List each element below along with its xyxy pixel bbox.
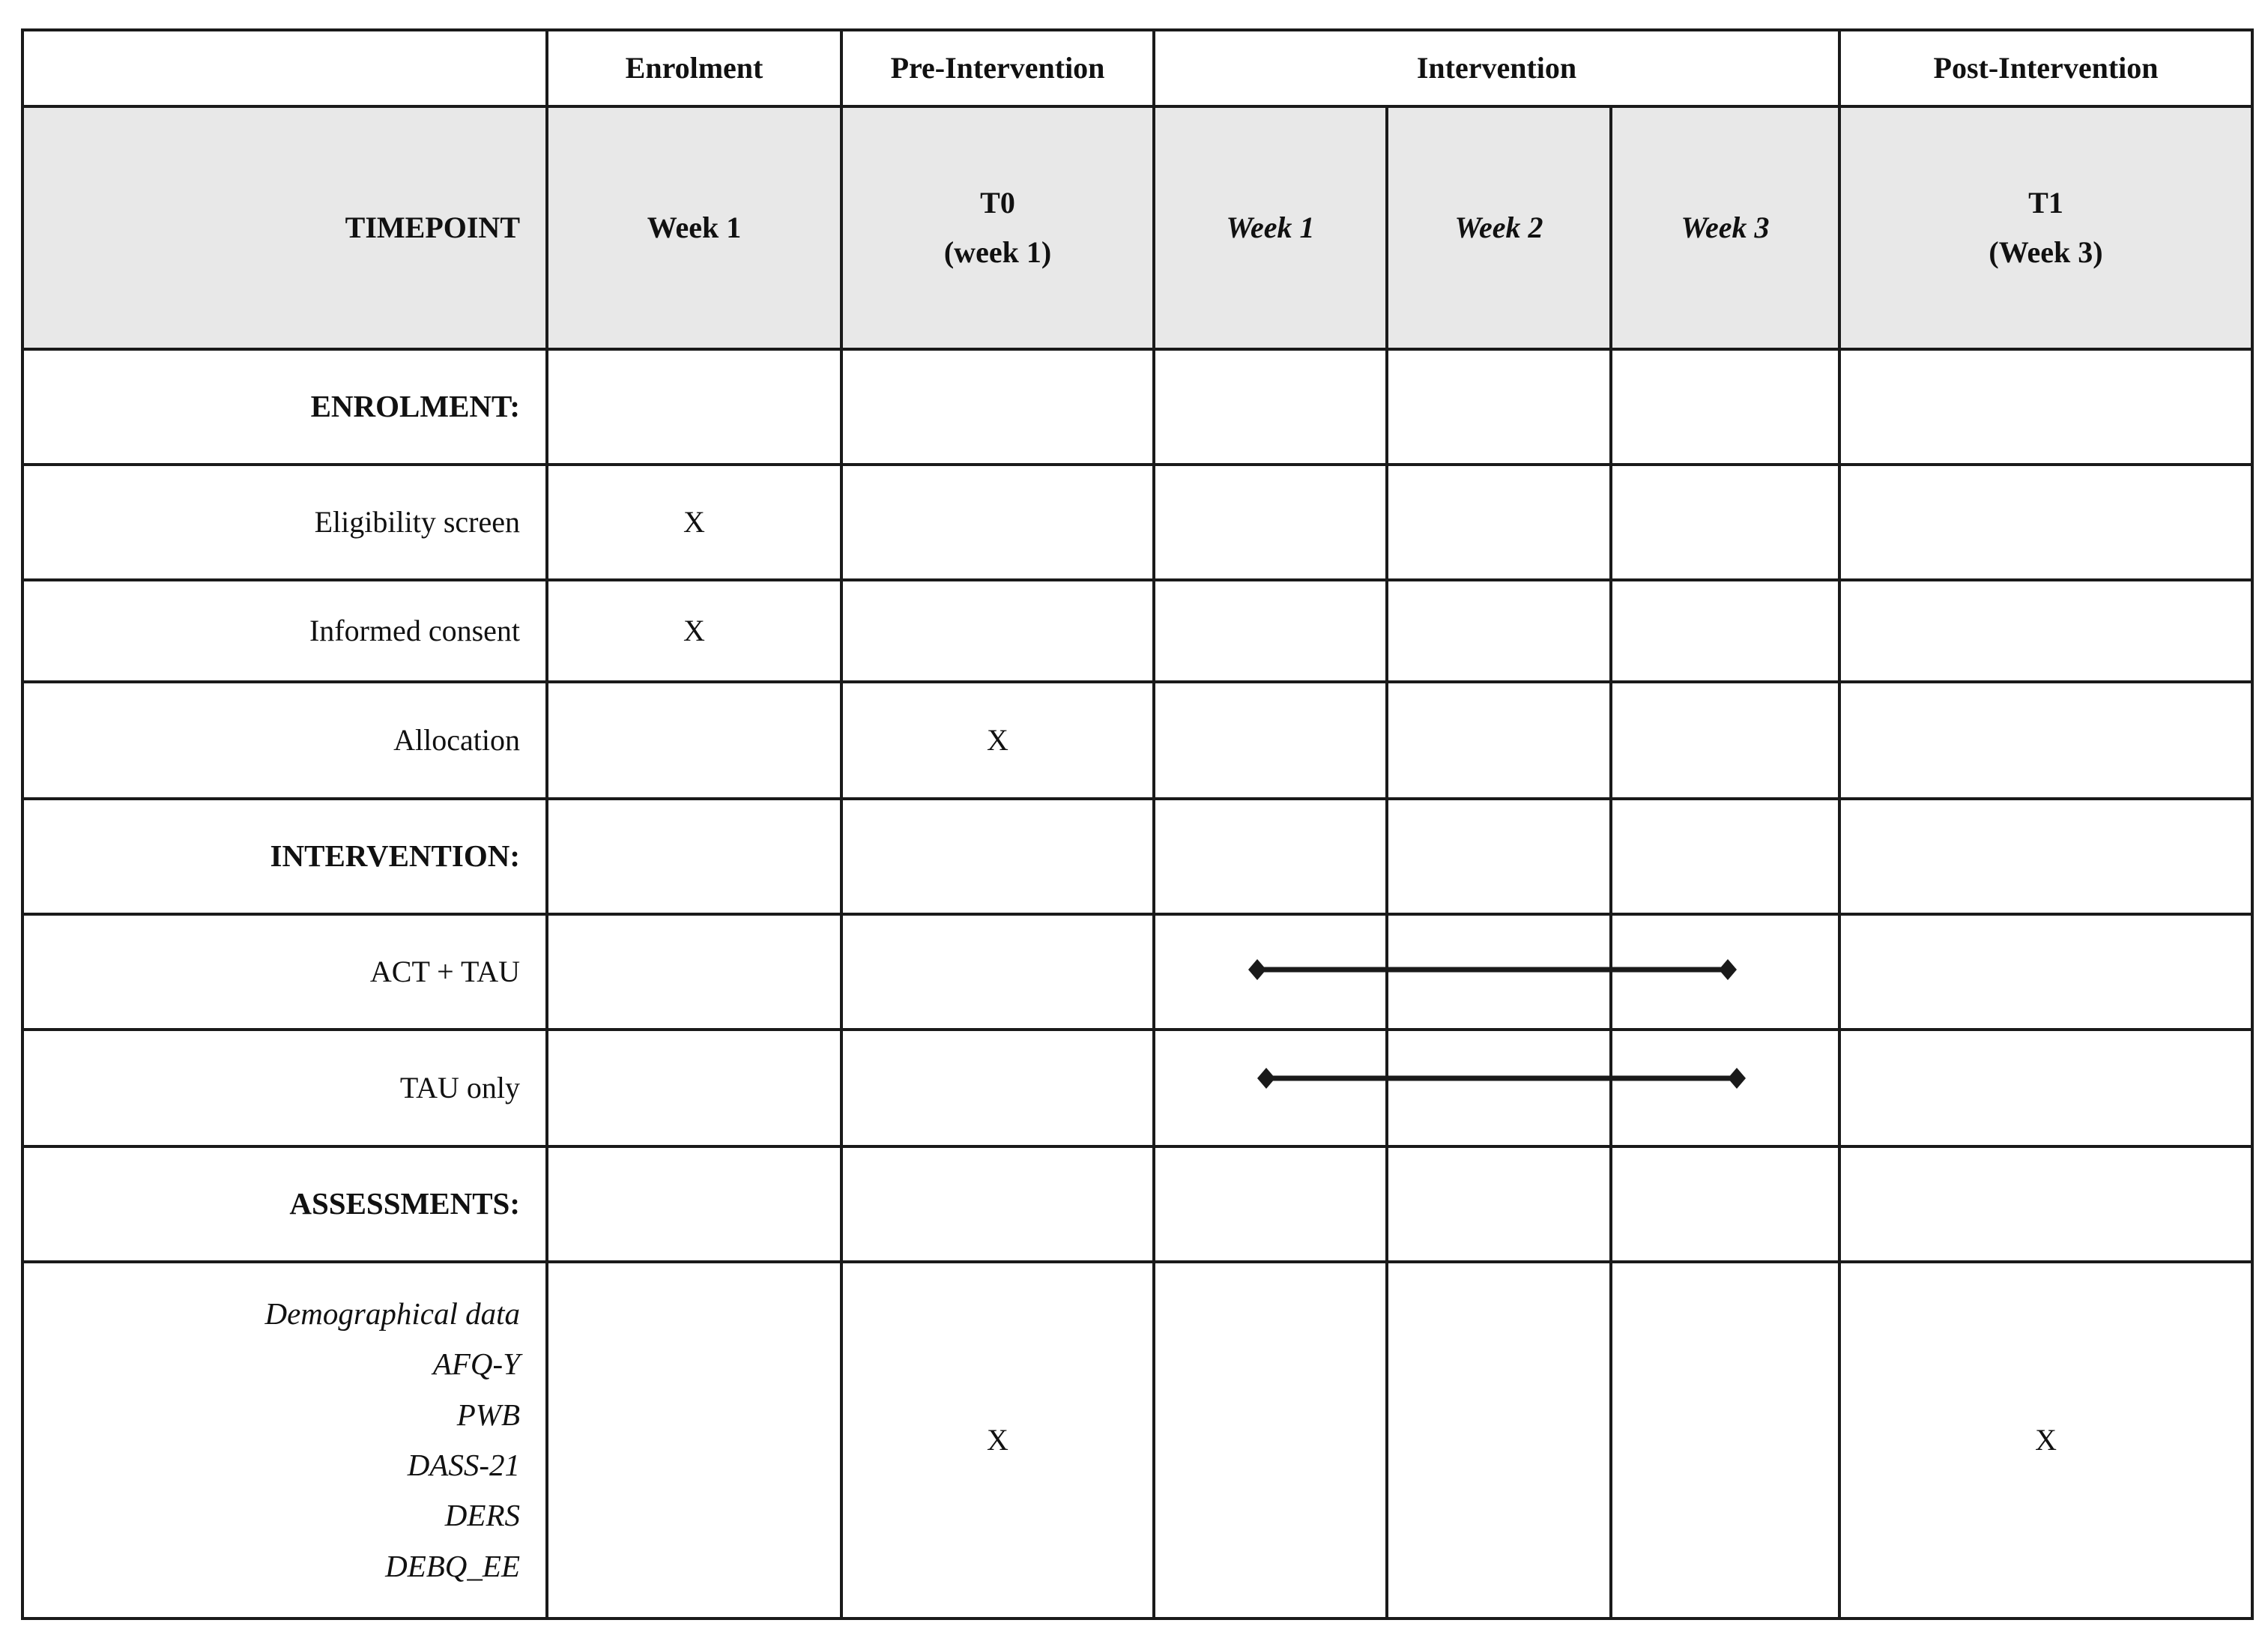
enrolment-section-row [22,349,2252,465]
assessment-item: DERS [444,1498,520,1533]
assessment-list [24,1294,520,1586]
t0-label: T0 [980,186,1015,220]
assessment-item: AFQ-Y [432,1347,520,1382]
phase-intervention: Intervention [1154,30,1839,106]
intervention-section-row [22,799,2252,914]
phase-enrolment: Enrolment [547,30,841,106]
timepoint-t1 [1839,106,2252,349]
assessments-section-label: ASSESSMENTS: [22,1146,547,1262]
tau-only-row [22,1030,2252,1146]
eligibility-row [22,465,2252,580]
assessments-section-row [22,1146,2252,1262]
phase-header-row [22,30,2252,106]
allocation-label: Allocation [22,682,547,799]
intervention-section-label: INTERVENTION: [22,799,547,914]
t1-label: T1 [2028,186,2063,220]
timepoint-week-2: Week 2 [1387,106,1611,349]
allocation-row [22,682,2252,799]
timepoint-t0 [841,106,1154,349]
assessment-item: DASS-21 [407,1448,520,1482]
corner-cell [22,30,547,106]
timepoint-week-1: Week 1 [1154,106,1387,349]
act-tau-label: ACT + TAU [22,914,547,1030]
timepoint-week-3: Week 3 [1611,106,1839,349]
act-tau-row [22,914,2252,1030]
assessment-item: PWB [456,1397,520,1432]
consent-row [22,580,2252,682]
allocation-mark: X [841,682,1154,799]
spirit-schedule-table [21,28,2254,1620]
timepoint-label: TIMEPOINT [22,106,547,349]
assessment-item: Demographical data [264,1296,520,1332]
assessments-list-cell [22,1262,547,1619]
consent-label: Informed consent [22,580,547,682]
phase-post-intervention: Post-Intervention [1839,30,2252,106]
enrolment-section-label: ENROLMENT: [22,349,547,465]
assessments-row [22,1262,2252,1619]
eligibility-mark: X [547,465,841,580]
t0-assessment-mark: X [841,1262,1154,1619]
consent-mark: X [547,580,841,682]
timepoint-row [22,106,2252,349]
t1-assessment-mark: X [1839,1262,2252,1619]
assessment-item: DEBQ_EE [385,1548,520,1583]
t0-week: (week 1) [943,235,1052,269]
eligibility-label: Eligibility screen [22,465,547,580]
timepoint-enrolment: Week 1 [547,106,841,349]
t1-week: (Week 3) [1989,235,2103,269]
tau-only-label: TAU only [22,1030,547,1146]
phase-pre-intervention: Pre-Intervention [841,30,1154,106]
